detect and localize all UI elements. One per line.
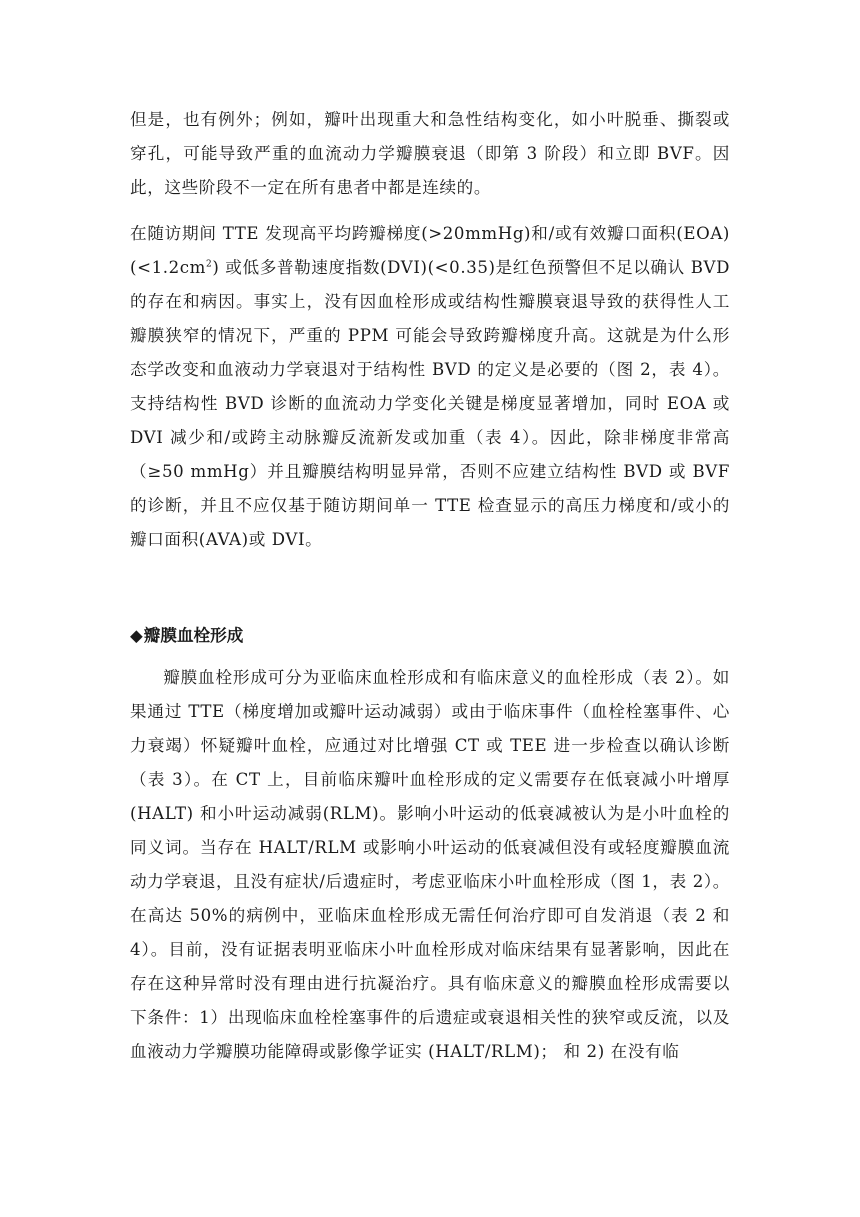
section-heading	[130, 619, 730, 653]
paragraph-tte-gradient-start: 在随访期间 TTE 发现高平均跨瓣梯度(>20mmHg)和/或有效瓣口面积(EOA) (<1.2cm	[130, 224, 730, 277]
paragraph-tte-gradient-rest: ) 或低多普勒速度指数(DVI)(<0.35)是红色预警但不足以确认 BVD 的存在和病因。事实上，没有因血栓形成或结构性瓣膜衰退导致的获得性人工瓣膜狭窄的情况下，严重的 PPM 可能会导致跨瓣梯度升高。这就是为什么形态学改变和血液动力学衰退对于结构性 BVD 的定义是必要的（图 2，表 4）。支持结构性 BVD 诊断的血流动力学变化关键是梯度显著增加，同时 EOA 或 DVI 减少和/或跨主动脉瓣反流新发或加重（表 4）。因此，除非梯度非常高（≥50 mmHg）并且瓣膜结构明显异常，否则不应建立结构性 BVD 或 BVF 的诊断，并且不应仅基于随访期间单一 TTE 检查显示的高压力梯度和/或小的瓣口面积(AVA)或 DVI。	[130, 258, 730, 549]
diamond-bullet-icon: ◆	[130, 626, 143, 645]
superscript-two: 2	[206, 259, 213, 270]
paragraph-tte-gradient	[130, 217, 730, 557]
document-page	[130, 103, 730, 1069]
paragraph-bvd-stages: 但是，也有例外；例如，瓣叶出现重大和急性结构变化，如小叶脱垂、撕裂或穿孔，可能导致严重的血流动力学瓣膜衰退（即第 3 阶段）和立即 BVF。因此，这些阶段不一定在所有患者中都是连续的。	[130, 110, 730, 197]
section-title: 瓣膜血栓形成	[143, 626, 244, 645]
paragraph-valve-thrombosis: 瓣膜血栓形成可分为亚临床血栓形成和有临床意义的血栓形成（表 2）。如果通过 TTE（梯度增加或瓣叶运动减弱）或由于临床事件（血栓栓塞事件、心力衰竭）怀疑瓣叶血栓，应通过对比增强 CT 或 TEE 进一步检查以确认诊断（表 3）。在 CT 上，目前临床瓣叶血栓形成的定义需要存在低衰减小叶增厚(HALT) 和小叶运动减弱(RLM)。影响小叶运动的低衰减被认为是小叶血栓的同义词。当存在 HALT/RLM 或影响小叶运动的低衰减但没有或轻度瓣膜血流动力学衰退，且没有症状/后遗症时，考虑亚临床小叶血栓形成（图 1，表 2）。在高达 50%的病例中，亚临床血栓形成无需任何治疗即可自发消退（表 2 和 4）。目前，没有证据表明亚临床小叶血栓形成对临床结果有显著影响，因此在存在这种异常时没有理由进行抗凝治疗。具有临床意义的瓣膜血栓形成需要以下条件：1）出现临床血栓栓塞事件的后遗症或衰退相关性的狭窄或反流，以及血液动力学瓣膜功能障碍或影像学证实 (HALT/RLM)； 和 2) 在没有临	[130, 668, 730, 1061]
